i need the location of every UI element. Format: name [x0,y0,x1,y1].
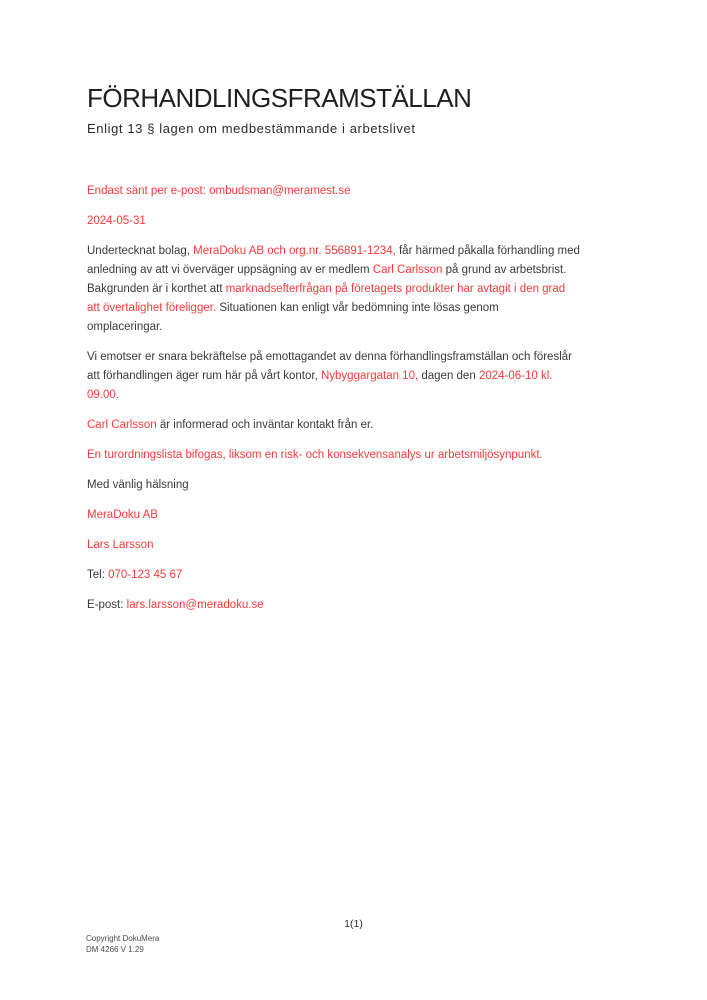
text-line [87,446,647,465]
text-line [87,386,647,405]
text-line [87,536,647,555]
text-line [87,242,647,261]
text-line [87,596,647,615]
fill-in-text: Carl Carlsson [87,418,157,431]
text-run: på grund av arbetsbrist. [442,263,567,276]
fill-in-text: Nybyggargatan 10, [320,369,419,382]
text-run: Situationen kan enligt vår bedömning inte lösas genom [216,301,499,314]
text-line [87,212,647,231]
fill-in-text: Carl Carlsson [372,263,443,276]
text-line [87,416,647,435]
informed-paragraph [87,416,647,435]
text-line [87,566,647,585]
text-run: dagen den [418,369,479,382]
text-run: att förhandlingen äger rum här på vårt kontor, [87,369,321,382]
text-line [87,367,647,386]
copyright-line: Copyright DokuMera [86,934,160,943]
page-title: FÖRHANDLINGSFRAMSTÄLLAN [87,83,472,113]
fill-in-text: 2024-06-10 kl. [478,369,553,382]
phone-line [87,566,647,585]
text-line [87,348,647,367]
fill-in-text: lars.larsson@meradoku.se [126,598,264,611]
meeting-proposal-paragraph [87,348,647,405]
text-run: Tel: [87,568,109,581]
text-line [87,299,647,318]
fill-in-text: Endast sänt per e-post: ombudsman@meramest.se [87,184,351,197]
fill-in-text: En turordningslista bifogas, liksom en risk- och konsekvensanalys ur arbetsmiljösynpunkt. [87,448,543,461]
text-line [87,476,647,495]
letter-content [87,0,647,626]
date-line [87,212,647,231]
document-version: DM 4266 V 1.29 [86,944,144,954]
text-run: Vi emotser er snara bekräftelse på emottagandet av denna förhandlingsframställan och föreslår [87,350,572,363]
text-run: anledning av att vi överväger uppsägning av er medlem [87,263,373,276]
signer-name [87,536,647,555]
sent-via-email-line [87,182,647,201]
email-line [87,596,647,615]
text-run: Undertecknat bolag, [87,244,194,257]
text-line [87,261,647,280]
fill-in-text: 2024-05-31 [87,214,146,227]
text-run: omplaceringar. [87,320,163,333]
text-run: Bakgrunden är i korthet att [87,282,226,295]
text-run: Med vänlig hälsning [87,478,189,491]
text-line [87,506,647,525]
text-run: E-post: [87,598,127,611]
attachments-paragraph [87,446,647,465]
text-line [87,182,647,201]
page-subtitle: Enligt 13 § lagen om medbestämmande i arbetslivet [87,120,416,136]
fill-in-text: MeraDoku AB [87,508,158,521]
text-run: är informerad och inväntar kontakt från er. [156,418,374,431]
fill-in-text: marknadsefterfrågan på företagets produkter har avtagit i den grad [225,282,566,295]
copyright-block [86,934,159,955]
fill-in-text: 09.00. [87,388,119,401]
fill-in-text: 070-123 45 67 [108,568,183,581]
page-number: 1(1) [344,918,363,930]
text-line [87,280,647,299]
text-line [87,318,647,337]
fill-in-text: att övertalighet föreligger. [87,301,217,314]
fill-in-text: Lars Larsson [87,538,154,551]
closing-greeting [87,476,647,495]
intro-paragraph [87,242,647,337]
fill-in-text: MeraDoku AB och org.nr. 556891-1234, [193,244,396,257]
text-run: får härmed påkalla förhandling med [395,244,580,257]
company-signature [87,506,647,525]
